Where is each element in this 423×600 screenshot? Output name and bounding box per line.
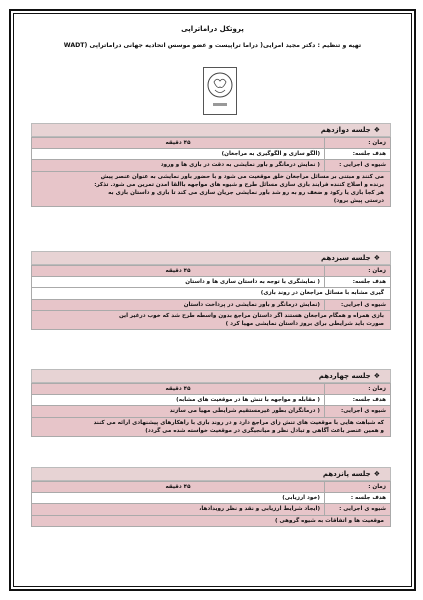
session-15 [31,467,391,527]
time-value: ۴۵ دقیقه [32,384,325,395]
goal-value: ( مقابله و مواجهه با تنش ها در موقعیت های مشابه) [32,395,325,406]
session-header [31,369,391,383]
time-value: ۴۵ دقیقه [32,138,325,149]
session-13 [31,251,391,330]
session-table [31,383,391,437]
goal-value [32,277,325,288]
diamond-bullet-icon: ❖ [373,372,380,380]
method-line: موقعیت ها و اتفاقات به شیوه گروهی ) [274,517,384,524]
method-line: می کنند و مبتنی بر مسائل مراجعان خلق موقعیت می شود و با حضور باور نمایشی به عنوان عنصر پیش [100,173,384,180]
wadt-logo-icon [203,67,237,115]
session-12 [31,123,391,207]
session-title: جلسه چهاردهم [318,372,371,380]
document-subtitle: تهیه و تنظیم : دکتر مجید امرایی( دراما تراپیست و عضو موسس اتحادیه جهانی دراماتراپی (WADT [63,42,362,49]
session-title: جلسه پانزدهم [322,470,371,478]
goal-value: (خود ارزیابی) [32,493,325,504]
method-continuation [32,171,391,207]
method-line: که شباهت هایی با موقعیت های تنش زای مراجع دارد و در روند بازی با راهکارهای پیشنهادی ارائه می کنند [93,419,384,426]
document-title: پروتکل دراماتراپی [181,25,244,33]
time-label: زمان : [325,482,391,493]
diamond-bullet-icon: ❖ [373,254,380,262]
method-label: شیوه ی اجرایی: [325,299,391,310]
method-line: برنده و اصلاح کننده فرایند بازی سازی مسائل طرح و شیوه های مواجهه باالقا امدن تمرین می شود. تذکر: [94,181,384,188]
goal-label: هدف جلسه: [325,395,391,406]
session-table [31,481,391,527]
method-label: شیوه ی اجرایی: [325,406,391,417]
time-label: زمان : [325,384,391,395]
session-header [31,251,391,265]
session-header [31,123,391,137]
goal-line: ( نمایشگری با توجه به داستان سازی ها و داستان [185,279,320,286]
method-value: ( نمایش درمانگر و باور نمایشی به دقت در بازی ها و ورود [32,160,325,171]
method-continuation [32,310,391,329]
time-label: زمان : [325,138,391,149]
goal-label: هدف جلسه: [325,277,391,288]
goal-label: هدف جلسه: [325,149,391,160]
method-line: درستی پیش برود) [333,198,384,205]
method-value: ( درمانگران بطور غیرمستقیم شرایطی مهیا می سازند [32,406,325,417]
session-header [31,467,391,481]
method-value: (نمایش درمانگر و باور نمایشی در پرداخت داستان [32,299,325,310]
time-value: ۴۵ دقیقه [32,266,325,277]
goal-continuation: گیری مشابه با مسائل مراجعان در روند بازی) [32,288,391,299]
diamond-bullet-icon: ❖ [373,470,380,478]
session-14 [31,369,391,437]
method-continuation [32,417,391,436]
method-line: صورت باید شرایطی برای بروز داستان نمایشی مهیا کرد ) [225,321,384,328]
method-value: (ایجاد شرایط ارزیابی و نقد و نظر رویدادها، [32,504,325,515]
time-label: زمان : [325,266,391,277]
method-line: هر کجا بازی یا رکود و ضعف رو به رو شد باور نمایشی جریان سازی می کند تا بازی و داستان بازی به [108,190,384,197]
session-table [31,137,391,207]
method-continuation [32,515,391,526]
method-line: بازی همراه و همگام مراجعان هستند اگر داستان مراجع بدون واسطه طرح شد که خوب درغیر این [118,312,384,319]
method-label: شیوه ی اجرایی : [325,504,391,515]
document-page [17,17,408,583]
diamond-bullet-icon: ❖ [373,126,380,134]
session-table [31,265,391,330]
goal-value: (الگو سازی و الگوگیری به مراجعان) [32,149,325,160]
session-title: جلسه سیزدهم [320,254,371,262]
method-label: شیوه ی اجرایی : [325,160,391,171]
method-line: و همین عنصر باعث آگاهی و تبادل نظر و میانجیگری در موقعیت خواسته شده می گردد) [145,427,384,434]
time-value: ۴۵ دقیقه [32,482,325,493]
session-title: جلسه دوازدهم [320,126,371,134]
goal-label: هدف جلسه : [325,493,391,504]
